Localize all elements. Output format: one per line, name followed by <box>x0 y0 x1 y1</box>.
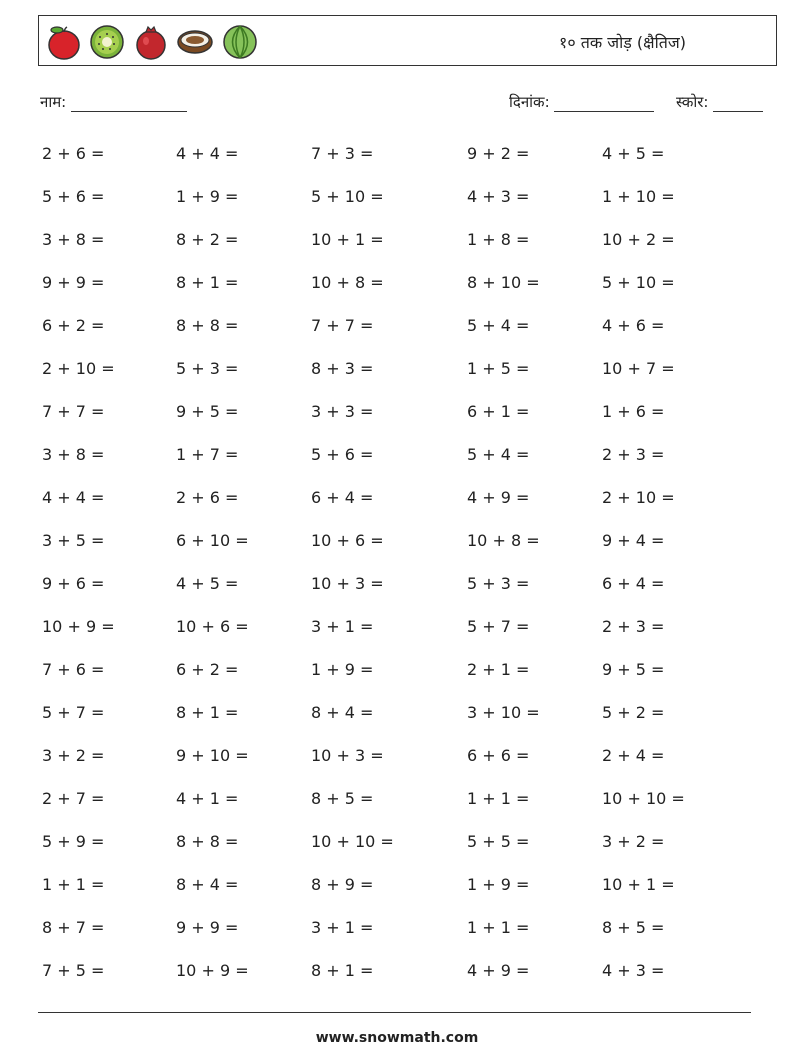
problem-item: 5 + 7 = <box>467 617 530 636</box>
worksheet-title: १० तक जोड़ (क्षैतिज) <box>559 33 686 52</box>
problem-row <box>42 484 742 527</box>
problem-item: 2 + 7 = <box>42 789 105 808</box>
problem-item: 6 + 6 = <box>467 746 530 765</box>
problem-row <box>42 613 742 656</box>
problem-item: 10 + 7 = <box>602 359 675 378</box>
problem-row <box>42 355 742 398</box>
problem-row <box>42 398 742 441</box>
problem-item: 8 + 5 = <box>602 918 665 937</box>
problem-item: 1 + 1 = <box>467 918 530 937</box>
problem-item: 4 + 3 = <box>467 187 530 206</box>
problem-item: 8 + 1 = <box>176 273 239 292</box>
problem-row <box>42 140 742 183</box>
problem-item: 2 + 4 = <box>602 746 665 765</box>
problem-item: 4 + 9 = <box>467 488 530 507</box>
problem-item: 8 + 1 = <box>311 961 374 980</box>
problem-item: 3 + 8 = <box>42 445 105 464</box>
header-box <box>38 15 777 66</box>
problem-item: 5 + 6 = <box>42 187 105 206</box>
problem-item: 3 + 8 = <box>42 230 105 249</box>
problem-row <box>42 957 742 1000</box>
problem-row <box>42 269 742 312</box>
problem-item: 9 + 5 = <box>602 660 665 679</box>
problem-item: 9 + 2 = <box>467 144 530 163</box>
problem-item: 5 + 3 = <box>467 574 530 593</box>
problem-item: 4 + 6 = <box>602 316 665 335</box>
problem-item: 2 + 3 = <box>602 445 665 464</box>
footer-divider <box>38 1012 751 1013</box>
problem-item: 3 + 1 = <box>311 617 374 636</box>
problem-row <box>42 742 742 785</box>
problem-row <box>42 871 742 914</box>
watermelon-icon <box>221 24 259 60</box>
problem-item: 10 + 9 = <box>176 961 249 980</box>
problem-item: 10 + 6 = <box>311 531 384 550</box>
problem-item: 10 + 10 = <box>602 789 685 808</box>
problem-item: 8 + 7 = <box>42 918 105 937</box>
problem-item: 7 + 7 = <box>42 402 105 421</box>
problem-item: 6 + 4 = <box>602 574 665 593</box>
problem-item: 1 + 1 = <box>42 875 105 894</box>
problem-item: 9 + 5 = <box>176 402 239 421</box>
problem-item: 7 + 5 = <box>42 961 105 980</box>
problem-item: 5 + 5 = <box>467 832 530 851</box>
problem-item: 2 + 10 = <box>42 359 115 378</box>
apple-icon <box>45 24 83 60</box>
score-label: स्कोर: <box>676 93 709 111</box>
problem-item: 3 + 1 = <box>311 918 374 937</box>
problem-item: 5 + 4 = <box>467 316 530 335</box>
problem-item: 1 + 1 = <box>467 789 530 808</box>
problem-item: 2 + 6 = <box>42 144 105 163</box>
problem-item: 10 + 2 = <box>602 230 675 249</box>
problem-row <box>42 785 742 828</box>
date-field <box>509 92 654 112</box>
problem-item: 6 + 10 = <box>176 531 249 550</box>
problem-item: 5 + 9 = <box>42 832 105 851</box>
problem-row <box>42 527 742 570</box>
problem-item: 5 + 6 = <box>311 445 374 464</box>
date-blank[interactable] <box>554 97 654 112</box>
problem-item: 10 + 6 = <box>176 617 249 636</box>
problem-item: 7 + 7 = <box>311 316 374 335</box>
problem-item: 6 + 4 = <box>311 488 374 507</box>
pomegranate-icon <box>132 24 170 60</box>
problem-item: 3 + 10 = <box>467 703 540 722</box>
problem-item: 1 + 5 = <box>467 359 530 378</box>
problem-item: 4 + 3 = <box>602 961 665 980</box>
problem-item: 9 + 6 = <box>42 574 105 593</box>
name-field <box>40 92 187 112</box>
problem-item: 5 + 10 = <box>311 187 384 206</box>
problem-item: 5 + 10 = <box>602 273 675 292</box>
problem-item: 5 + 3 = <box>176 359 239 378</box>
problem-item: 1 + 7 = <box>176 445 239 464</box>
problem-item: 4 + 5 = <box>176 574 239 593</box>
problem-item: 2 + 3 = <box>602 617 665 636</box>
coconut-icon <box>176 24 214 60</box>
problem-row <box>42 570 742 613</box>
problem-item: 1 + 6 = <box>602 402 665 421</box>
problem-item: 10 + 3 = <box>311 746 384 765</box>
problem-item: 2 + 6 = <box>176 488 239 507</box>
kiwi-icon <box>88 24 126 60</box>
problem-item: 8 + 5 = <box>311 789 374 808</box>
problem-item: 4 + 4 = <box>42 488 105 507</box>
problem-item: 9 + 9 = <box>176 918 239 937</box>
problem-item: 4 + 5 = <box>602 144 665 163</box>
problem-item: 4 + 4 = <box>176 144 239 163</box>
problem-item: 1 + 9 = <box>467 875 530 894</box>
problem-item: 8 + 2 = <box>176 230 239 249</box>
problem-grid <box>42 140 742 1000</box>
problem-item: 1 + 10 = <box>602 187 675 206</box>
problem-item: 6 + 2 = <box>176 660 239 679</box>
problem-item: 10 + 9 = <box>42 617 115 636</box>
problem-row <box>42 312 742 355</box>
problem-item: 3 + 5 = <box>42 531 105 550</box>
problem-item: 6 + 2 = <box>42 316 105 335</box>
problem-row <box>42 914 742 957</box>
problem-item: 1 + 9 = <box>176 187 239 206</box>
problem-item: 2 + 10 = <box>602 488 675 507</box>
problem-row <box>42 699 742 742</box>
problem-item: 10 + 1 = <box>602 875 675 894</box>
score-blank[interactable] <box>713 97 763 112</box>
footer-website: www.snowmath.com <box>315 1030 479 1046</box>
problem-item: 8 + 1 = <box>176 703 239 722</box>
problem-row <box>42 441 742 484</box>
problem-item: 9 + 4 = <box>602 531 665 550</box>
problem-item: 3 + 2 = <box>602 832 665 851</box>
problem-item: 8 + 8 = <box>176 832 239 851</box>
problem-item: 9 + 10 = <box>176 746 249 765</box>
problem-row <box>42 828 742 871</box>
problem-item: 8 + 3 = <box>311 359 374 378</box>
problem-item: 3 + 2 = <box>42 746 105 765</box>
problem-item: 7 + 6 = <box>42 660 105 679</box>
problem-item: 9 + 9 = <box>42 273 105 292</box>
name-blank[interactable] <box>71 97 187 112</box>
problem-item: 10 + 3 = <box>311 574 384 593</box>
problem-row <box>42 226 742 269</box>
problem-item: 2 + 1 = <box>467 660 530 679</box>
problem-item: 10 + 8 = <box>467 531 540 550</box>
date-label: दिनांक: <box>509 93 550 111</box>
problem-item: 5 + 2 = <box>602 703 665 722</box>
problem-item: 1 + 9 = <box>311 660 374 679</box>
problem-item: 5 + 7 = <box>42 703 105 722</box>
problem-item: 10 + 10 = <box>311 832 394 851</box>
problem-item: 4 + 9 = <box>467 961 530 980</box>
problem-item: 3 + 3 = <box>311 402 374 421</box>
problem-item: 8 + 8 = <box>176 316 239 335</box>
problem-item: 5 + 4 = <box>467 445 530 464</box>
problem-item: 7 + 3 = <box>311 144 374 163</box>
problem-item: 6 + 1 = <box>467 402 530 421</box>
problem-item: 8 + 9 = <box>311 875 374 894</box>
score-field <box>676 92 763 112</box>
name-label: नाम: <box>40 93 67 111</box>
problem-item: 4 + 1 = <box>176 789 239 808</box>
problem-item: 10 + 8 = <box>311 273 384 292</box>
problem-item: 10 + 1 = <box>311 230 384 249</box>
problem-item: 8 + 4 = <box>176 875 239 894</box>
problem-item: 1 + 8 = <box>467 230 530 249</box>
problem-item: 8 + 10 = <box>467 273 540 292</box>
problem-row <box>42 656 742 699</box>
problem-item: 8 + 4 = <box>311 703 374 722</box>
problem-row <box>42 183 742 226</box>
